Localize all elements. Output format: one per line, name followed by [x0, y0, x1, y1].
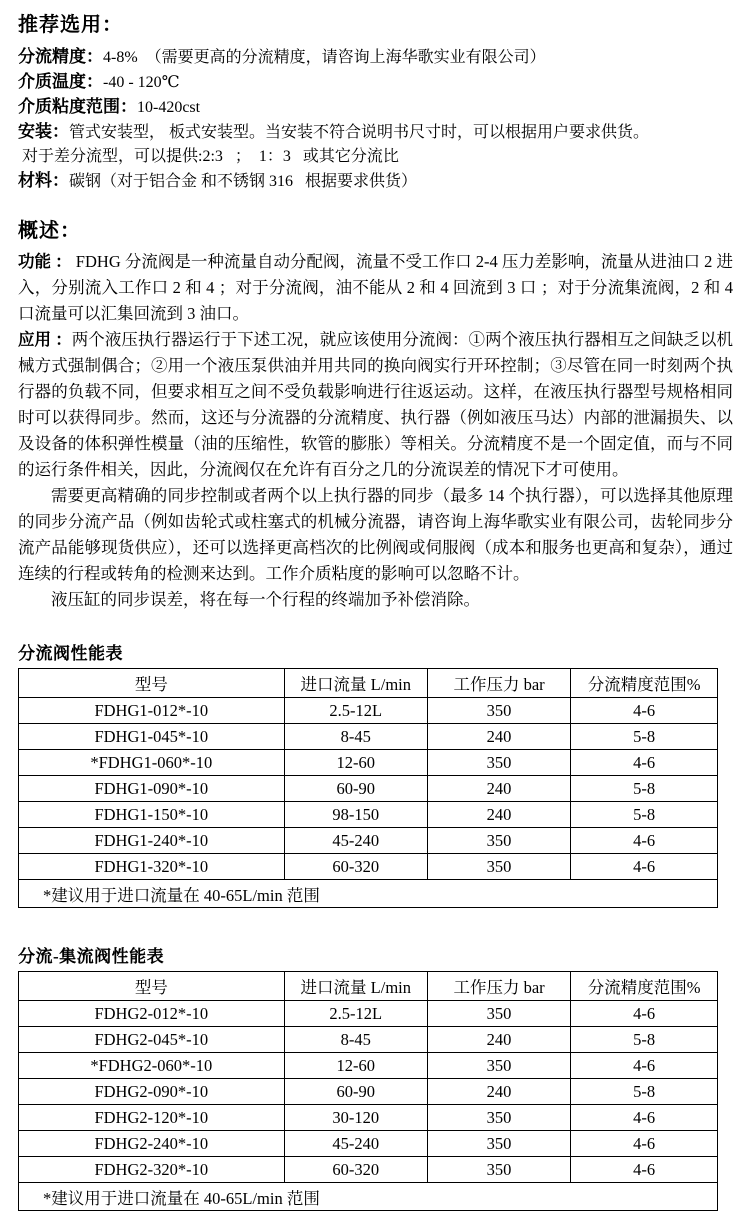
table-cell: 350 [427, 750, 570, 776]
table-cell: 350 [427, 1105, 570, 1131]
recommend-title: 推荐选用： [18, 14, 123, 36]
header-working-pressure: 工作压力 bar [427, 669, 570, 698]
table-cell: 2.5-12L [284, 1001, 427, 1027]
table-cell: *FDHG1-060*-10 [19, 750, 285, 776]
divider-performance-table [18, 668, 718, 908]
header-model: 型号 [19, 669, 285, 698]
table-row [19, 1105, 718, 1131]
paragraph-application [18, 327, 733, 483]
table-footnote: *建议用于进口流量在 40-65L/min 范围 [19, 880, 718, 908]
table-cell: 350 [427, 1053, 570, 1079]
table-footnote-row [19, 1183, 718, 1211]
table-cell: 240 [427, 1079, 570, 1105]
overview-title: 概述： [18, 220, 81, 242]
table-cell: FDHG1-150*-10 [19, 802, 285, 828]
spec-text-ratio: 对于差分流型，可以提供:2:3 ； 1：3 或其它分流比 [22, 148, 399, 165]
table-cell: 350 [427, 1001, 570, 1027]
table-cell: 240 [427, 724, 570, 750]
table-row [19, 802, 718, 828]
table-cell: 4-6 [571, 1053, 718, 1079]
table-cell: FDHG1-045*-10 [19, 724, 285, 750]
header-working-pressure: 工作压力 bar [427, 972, 570, 1001]
table-row [19, 724, 718, 750]
spec-label-temperature: 介质温度 [18, 72, 86, 91]
spec-text-accuracy: 4-8% （需要更高的分流精度，请咨询上海华歌实业有限公司） [103, 49, 546, 66]
table-row [19, 1131, 718, 1157]
paragraph-application-text: 两个液压执行器运行于下述工况，就应该使用分流阀：①两个液压执行器相互之间缺乏以机械方式强制偶合；②用一个液压泵供油并用共同的换向阀实行开环控制；③尽管在同一时刻两个执行器的负载不同，但要求相互之间不受负载影响进行往返运动。这样，在液压执行器型号规格相同时可以获得同步。然而，这还与分流器的分流精度、执行器（例如液压马达）内部的泄漏损失、以及设备的体积弹性模量（油的压缩性，软管的膨胀）等相关。分流精度不是一个固定值，而与不同的运行条件相关，因此，分流阀仅在允许有百分之几的分流误差的情况下才可使用。 [18, 330, 734, 479]
table-row [19, 776, 718, 802]
table-cell: 12-60 [284, 1053, 427, 1079]
table-cell: 30-120 [284, 1105, 427, 1131]
table-cell: 4-6 [571, 854, 718, 880]
spec-line-ratio [18, 145, 733, 169]
table-row [19, 1079, 718, 1105]
table-cell: 350 [427, 698, 570, 724]
table-cell: 5-8 [571, 802, 718, 828]
table-cell: 350 [427, 1157, 570, 1183]
table-cell: 45-240 [284, 828, 427, 854]
paragraph-function [18, 249, 733, 327]
table-cell: FDHG2-090*-10 [19, 1079, 285, 1105]
table-row [19, 1157, 718, 1183]
table-cell: 8-45 [284, 724, 427, 750]
table-cell: FDHG1-240*-10 [19, 828, 285, 854]
header-inlet-flow: 进口流量 L/min [284, 669, 427, 698]
table-cell: 240 [427, 1027, 570, 1053]
table-cell: 5-8 [571, 1079, 718, 1105]
table-cell: 4-6 [571, 1157, 718, 1183]
spec-line-temperature [18, 70, 733, 95]
spec-line-accuracy [18, 45, 733, 70]
table-cell: 4-6 [571, 750, 718, 776]
table-header-row [19, 669, 718, 698]
table-cell: 240 [427, 776, 570, 802]
combiner-table-title: 分流-集流阀性能表 [18, 947, 165, 966]
table-cell: 4-6 [571, 1131, 718, 1157]
table-row [19, 1001, 718, 1027]
table-cell: *FDHG2-060*-10 [19, 1053, 285, 1079]
spec-label-mounting: 安装 [18, 122, 52, 141]
table-cell: FDHG1-012*-10 [19, 698, 285, 724]
table-cell: 45-240 [284, 1131, 427, 1157]
table-cell: 60-320 [284, 854, 427, 880]
spec-text-viscosity: 10-420cst [137, 99, 201, 116]
table-cell: FDHG2-012*-10 [19, 1001, 285, 1027]
spec-line-material [18, 169, 733, 194]
spec-text-material: 碳钢（对于铝合金 和不锈钢 316 根据要求供货） [69, 173, 418, 190]
header-accuracy-range: 分流精度范围% [571, 669, 718, 698]
spec-label-accuracy: 分流精度 [18, 47, 86, 66]
table-cell: 60-320 [284, 1157, 427, 1183]
header-model: 型号 [19, 972, 285, 1001]
spec-text-mounting: 管式安装型， 板式安装型。当安装不符合说明书尺寸时，可以根据用户要求供货。 [69, 124, 650, 141]
table-footnote: *建议用于进口流量在 40-65L/min 范围 [19, 1183, 718, 1211]
table-cell: 350 [427, 828, 570, 854]
table-cell: 5-8 [571, 776, 718, 802]
table-cell: FDHG2-045*-10 [19, 1027, 285, 1053]
table-row [19, 1053, 718, 1079]
table-cell: FDHG1-090*-10 [19, 776, 285, 802]
spec-line-mounting [18, 120, 733, 145]
spec-text-temperature: -40 - 120℃ [103, 74, 180, 91]
paragraph-cylinder-error [18, 587, 733, 613]
spec-label-viscosity: 介质粘度范围 [18, 97, 120, 116]
spec-line-viscosity [18, 95, 733, 120]
table-row [19, 1027, 718, 1053]
spec-sep: ： [52, 122, 69, 141]
table-cell: 240 [427, 802, 570, 828]
table-cell: FDHG1-320*-10 [19, 854, 285, 880]
spec-sep: ： [52, 171, 69, 190]
table-cell: 8-45 [284, 1027, 427, 1053]
table-cell: FDHG2-240*-10 [19, 1131, 285, 1157]
table-cell: 4-6 [571, 1001, 718, 1027]
table-row [19, 854, 718, 880]
table-cell: FDHG2-120*-10 [19, 1105, 285, 1131]
paragraph-sync-options-text: 需要更高精确的同步控制或者两个以上执行器的同步（最多 14 个执行器），可以选择其他原理的同步分流产品（例如齿轮式或柱塞式的机械分流器，请咨询上海华歌实业有限公司，齿轮同步分流产品能够现货供应），还可以选择更高档次的比例阀或伺服阀（成本和服务也更高和复杂），通过连续的行程或转角的检测来达到。工作介质粘度的影响可以忽略不计。 [18, 486, 733, 583]
table-footnote-row [19, 880, 718, 908]
table-cell: 98-150 [284, 802, 427, 828]
combiner-performance-table [18, 971, 718, 1211]
table-row [19, 828, 718, 854]
paragraph-application-label: 应用 ： [18, 330, 72, 349]
table-cell: FDHG2-320*-10 [19, 1157, 285, 1183]
table-header-row [19, 972, 718, 1001]
paragraph-cylinder-error-text: 液压缸的同步误差，将在每一个行程的终端加予补偿消除。 [51, 590, 480, 609]
header-inlet-flow: 进口流量 L/min [284, 972, 427, 1001]
spec-sep: ： [86, 72, 103, 91]
table-cell: 350 [427, 1131, 570, 1157]
spec-sep: ： [120, 97, 137, 116]
table-cell: 4-6 [571, 828, 718, 854]
table-cell: 12-60 [284, 750, 427, 776]
spec-label-material: 材料 [18, 171, 52, 190]
table-row [19, 750, 718, 776]
table-cell: 60-90 [284, 776, 427, 802]
table-cell: 4-6 [571, 1105, 718, 1131]
spec-sep: ： [86, 47, 103, 66]
paragraph-function-text: FDHG 分流阀是一种流量自动分配阀，流量不受工作口 2-4 压力差影响，流量从进油口 2 进入，分别流入工作口 2 和 4 ；对于分流阀，油不能从 2 和 4 回流到 3 口 ；对于分流集流阀，2 和 4 口流量可以汇集回流到 3 油口。 [18, 252, 734, 323]
table-row [19, 698, 718, 724]
table-cell: 5-8 [571, 1027, 718, 1053]
table-cell: 350 [427, 854, 570, 880]
table-cell: 2.5-12L [284, 698, 427, 724]
divider-table-title: 分流阀性能表 [18, 644, 123, 663]
table-cell: 60-90 [284, 1079, 427, 1105]
paragraph-function-label: 功能 ： [18, 252, 72, 271]
table-cell: 4-6 [571, 698, 718, 724]
header-accuracy-range: 分流精度范围% [571, 972, 718, 1001]
table-cell: 5-8 [571, 724, 718, 750]
paragraph-sync-options [18, 483, 733, 587]
